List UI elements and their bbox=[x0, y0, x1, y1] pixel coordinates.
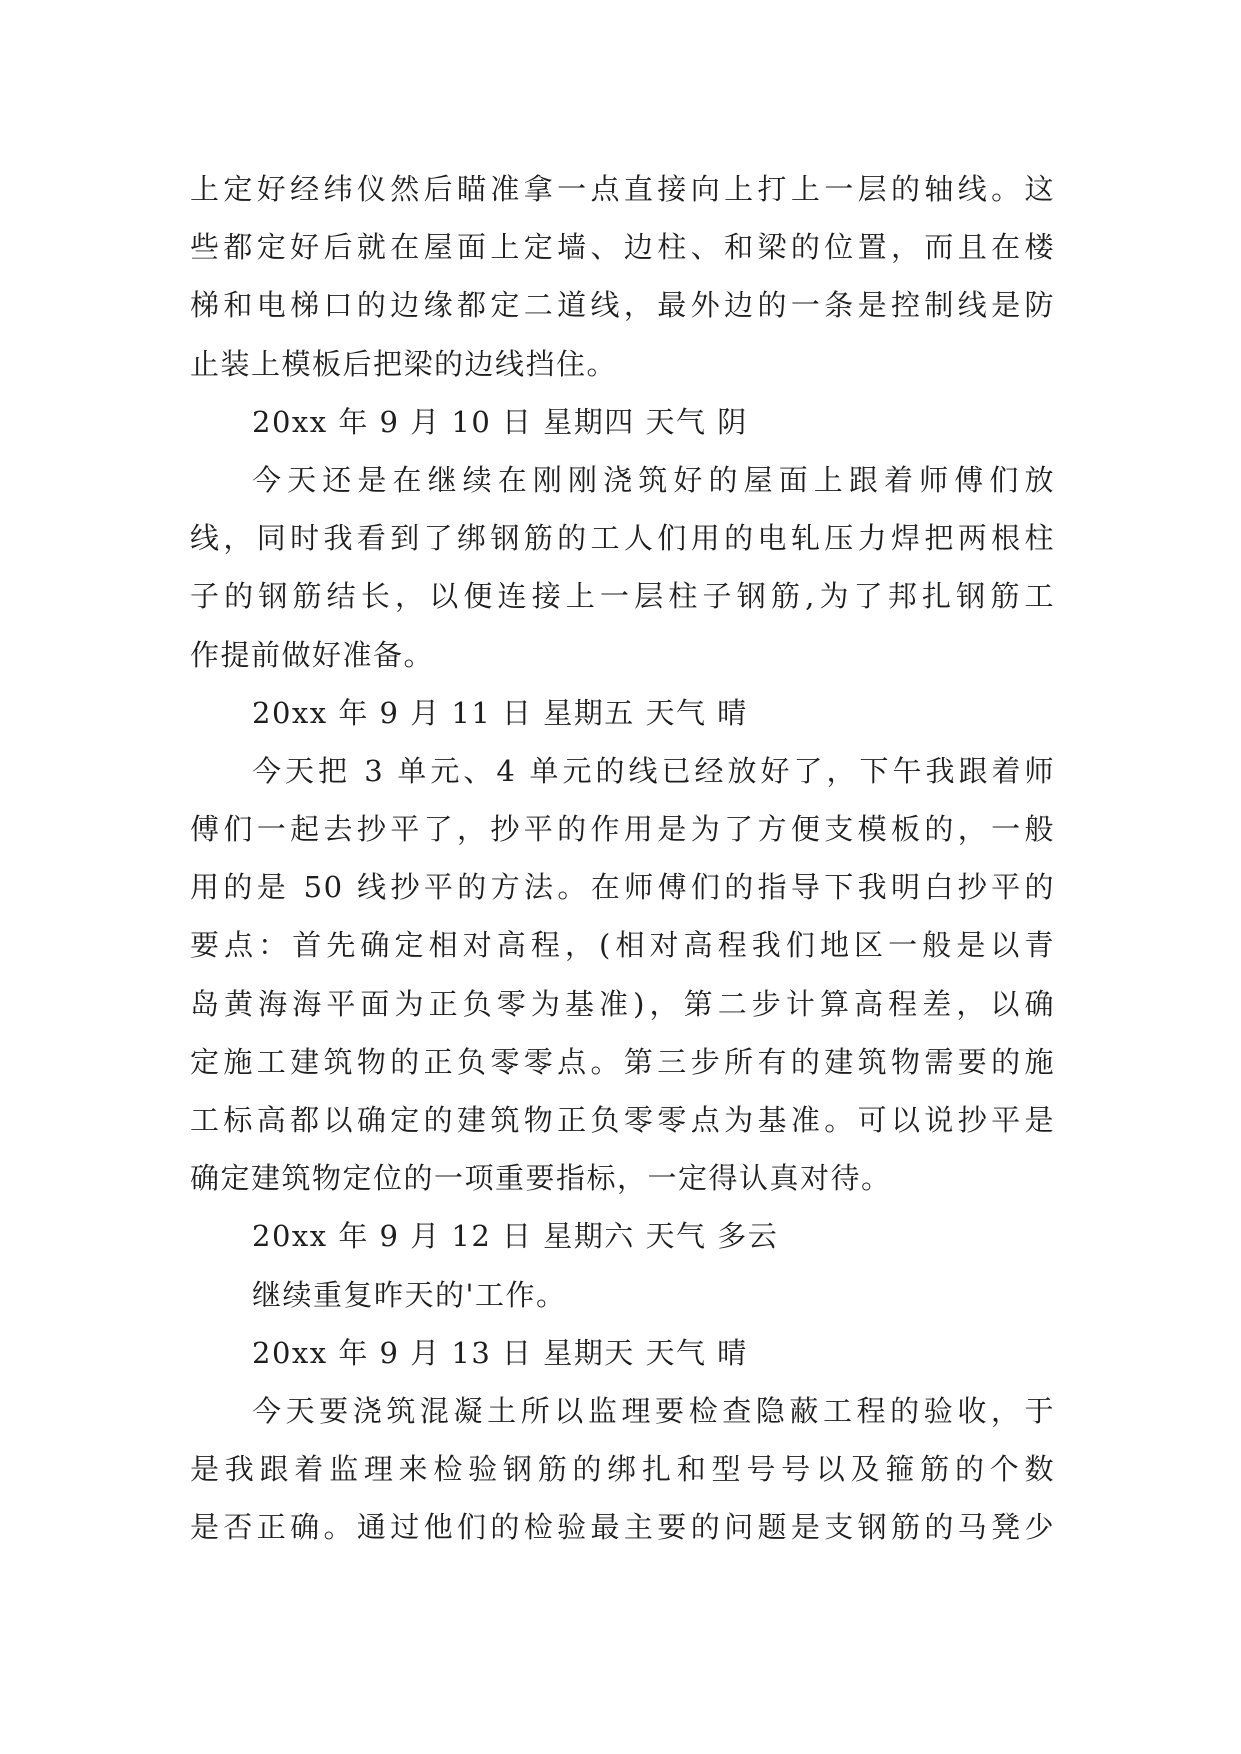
text-line: 20xx 年 9 月 12 日 星期六 天气 多云 bbox=[252, 1219, 779, 1254]
text-line: 线，同时我看到了绑钢筋的工人们用的电轧压力焊把两根柱 bbox=[190, 521, 1055, 556]
text-line: 今天要浇筑混凝土所以监理要检查隐蔽工程的验收，于 bbox=[252, 1393, 1055, 1428]
text-line: 20xx 年 9 月 10 日 星期四 天气 阴 bbox=[252, 404, 748, 439]
text-line: 些都定好后就在屋面上定墙、边柱、和梁的位置，而且在楼 bbox=[190, 230, 1055, 265]
text-line: 止装上模板后把梁的边线挡住。 bbox=[190, 346, 618, 381]
text-line: 确定建筑物定位的一项重要指标，一定得认真对待。 bbox=[190, 1161, 892, 1196]
text-line: 是否正确。通过他们的检验最主要的问题是支钢筋的马凳少 bbox=[190, 1510, 1055, 1545]
text-line: 定施工建筑物的正负零零点。第三步所有的建筑物需要的施 bbox=[190, 1044, 1055, 1079]
text-line: 工标高都以确定的建筑物正负零零点为基准。可以说抄平是 bbox=[190, 1103, 1055, 1137]
text-line: 今天还是在继续在刚刚浇筑好的屋面上跟着师傅们放 bbox=[252, 462, 1055, 497]
text-line: 20xx 年 9 月 11 日 星期五 天气 晴 bbox=[252, 695, 748, 730]
document-body bbox=[190, 160, 1055, 1557]
text-line: 梯和电梯口的边缘都定二道线，最外边的一条是控制线是防 bbox=[190, 288, 1055, 323]
text-line: 今天把 3 单元、4 单元的线已经放好了，下午我跟着师 bbox=[252, 753, 1055, 788]
text-line: 20xx 年 9 月 13 日 星期天 天气 晴 bbox=[252, 1335, 748, 1370]
text-line: 傅们一起去抄平了，抄平的作用是为了方便支模板的，一般 bbox=[190, 812, 1055, 847]
text-line: 子的钢筋结长，以便连接上一层柱子钢筋,为了邦扎钢筋工 bbox=[190, 579, 1055, 614]
text-line: 作提前做好准备。 bbox=[190, 637, 435, 672]
text-line: 是我跟着监理来检验钢筋的绑扎和型号号以及箍筋的个数 bbox=[190, 1452, 1055, 1487]
text-line: 上定好经纬仪然后瞄准拿一点直接向上打上一层的轴线。这 bbox=[190, 172, 1055, 206]
text-line: 继续重复昨天的'工作。 bbox=[252, 1277, 567, 1312]
text-line: 用的是 50 线抄平的方法。在师傅们的指导下我明白抄平的 bbox=[190, 870, 1055, 905]
text-line: 要点：首先确定相对高程，(相对高程我们地区一般是以青 bbox=[190, 928, 1055, 963]
text-line: 岛黄海海平面为正负零为基准)，第二步计算高程差，以确 bbox=[190, 986, 1055, 1021]
